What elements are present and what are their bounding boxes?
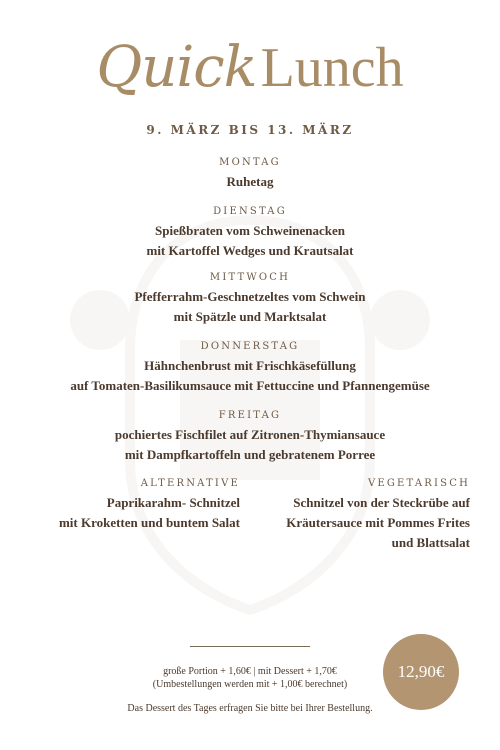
day-label: MONTAG	[219, 157, 281, 168]
dish-line: Hähnchenbrust mit Frischkäsefüllung	[144, 358, 356, 373]
dish-line: und Blattsalat	[391, 535, 470, 550]
day-dish	[0, 172, 500, 192]
vegetarian-text	[260, 493, 470, 553]
day-dish	[0, 221, 500, 261]
title-quick: Quick	[96, 35, 257, 100]
day-friday	[0, 410, 500, 465]
dish-line: Kräutersauce mit Pommes Frites	[286, 515, 470, 530]
dish-line: Pfefferrahm-Geschnetzeltes vom Schwein	[134, 289, 366, 304]
alternative-label: ALTERNATIVE	[140, 478, 240, 489]
dish-line: auf Tomaten-Basilikumsauce mit Fettuccine und Pfannengemüse	[70, 378, 430, 393]
vegetarian-dish	[260, 478, 470, 553]
day-wednesday	[0, 272, 500, 327]
page-title	[0, 35, 500, 100]
divider	[190, 646, 310, 647]
footer-extras: große Portion + 1,60€ | mit Dessert + 1,70€	[163, 666, 337, 677]
day-label: DONNERSTAG	[200, 341, 300, 352]
dish-line: mit Dampfkartoffeln und gebratenem Porree	[124, 447, 376, 462]
price-badge: 12,90€	[383, 634, 459, 710]
footer-dessert-note: Das Dessert des Tages erfragen Sie bitte bei Ihrer Bestellung.	[127, 703, 373, 714]
dish-line: mit Kartoffel Wedges und Krautsalat	[146, 243, 354, 258]
day-label: FREITAG	[218, 410, 282, 421]
dish-line: Spießbraten vom Schweinenacken	[155, 223, 345, 238]
day-thursday	[0, 341, 500, 396]
dish-line: Ruhetag	[226, 174, 274, 189]
vegetarian-label: VEGETARISCH	[367, 478, 470, 489]
day-dish	[0, 356, 500, 396]
dish-line: Schnitzel von der Steckrübe auf	[293, 495, 470, 510]
alternative-dish	[30, 478, 240, 533]
dish-line: mit Spätzle und Marktsalat	[173, 309, 327, 324]
date-range: 9. MÄRZ BIS 13. MÄRZ	[146, 123, 354, 137]
day-label: MITTWOCH	[209, 272, 291, 283]
day-label: DIENSTAG	[213, 206, 287, 217]
dish-line: mit Kroketten und buntem Salat	[58, 515, 240, 530]
dish-line: pochiertes Fischfilet auf Zitronen-Thymiansauce	[114, 427, 386, 442]
alternative-text	[30, 493, 240, 533]
day-dish	[0, 287, 500, 327]
title-lunch: Lunch	[260, 37, 404, 99]
day-monday	[0, 157, 500, 192]
day-tuesday	[0, 206, 500, 261]
dish-line: Paprikarahm- Schnitzel	[106, 495, 240, 510]
day-dish	[0, 425, 500, 465]
footer-changes: (Umbestellungen werden mit + 1,00€ berechnet)	[152, 679, 348, 690]
